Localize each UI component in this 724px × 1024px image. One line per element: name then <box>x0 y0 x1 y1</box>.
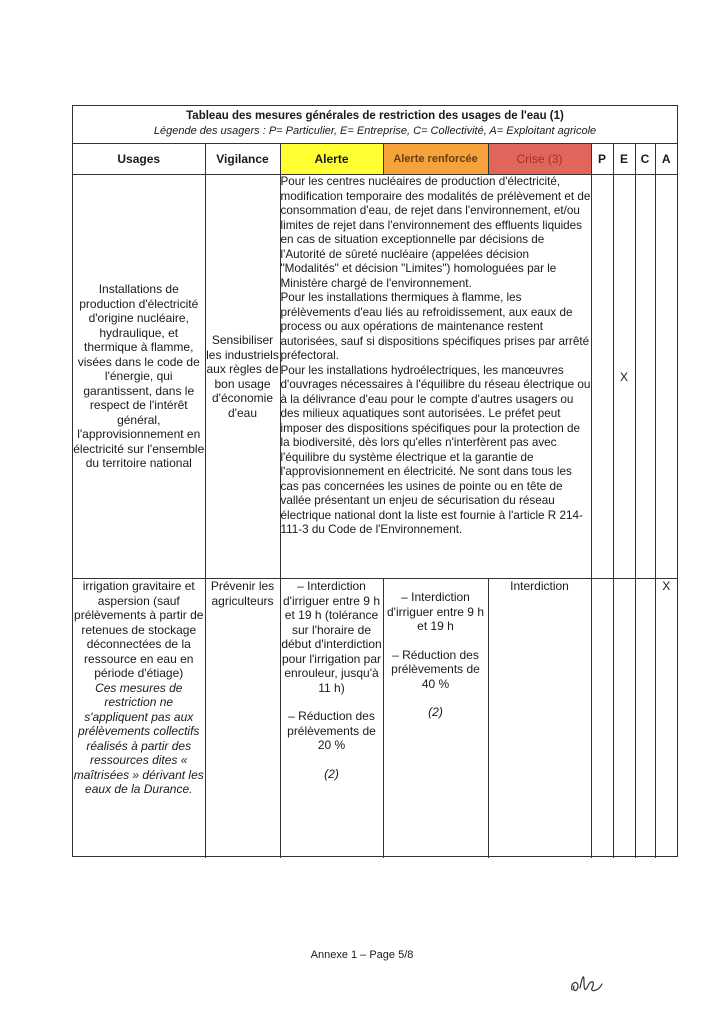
table-legend: Légende des usagers : P= Particulier, E= Entreprise, C= Collectivité, A= Exploitant agricole <box>153 125 597 137</box>
measures-cell-electricity <box>280 175 591 579</box>
renforcee-irrigation-ban: – Interdiction d'irriguer entre 9 h et 19 h <box>386 590 484 633</box>
table-caption <box>73 106 677 144</box>
table-row-irrigation <box>73 579 677 858</box>
mark-p-irrigation <box>591 579 613 858</box>
usage-irrigation-main: irrigation gravitaire et aspersion (sauf prélèvements à partir de retenues de stockage déconnectées de la ressource en eau en période d'étiage) <box>74 579 204 680</box>
vigilance-cell-electricity: Sensibiliser les industriels aux règles de bon usage d'économie d'eau <box>205 175 280 579</box>
header-alerte: Alerte <box>280 144 383 175</box>
mark-e-irrigation <box>613 579 635 858</box>
measure-thermal: Pour les installations thermiques à flamme, les prélèvements d'eau liés au refroidissement, aux eaux de process ou aux opérations de maintenance restent autorisées, sauf si dispositions spécifiques prises par arrêté préfectoral. <box>280 291 590 362</box>
header-a: A <box>655 144 677 175</box>
page-footer: Annexe 1 – Page 5/8 <box>310 949 414 961</box>
header-c: C <box>635 144 655 175</box>
header-e: E <box>613 144 635 175</box>
initials-signature <box>568 968 608 1003</box>
renforcee-irrigation-note-ref: (2) <box>428 705 443 719</box>
mark-p-electricity <box>591 175 613 579</box>
mark-c-electricity <box>635 175 655 579</box>
restriction-table <box>73 144 677 858</box>
table-row-electricity <box>73 175 677 579</box>
mark-e-electricity: X <box>613 175 635 579</box>
usage-irrigation-note: Ces mesures de restriction ne s'appliquent pas aux prélèvements collectifs réalisés à partir des ressources dites « maîtrisées » dérivant les eaux de la Durance. <box>73 680 204 796</box>
restriction-table-frame <box>72 105 678 857</box>
header-crise: Crise (3) <box>488 144 591 175</box>
usage-cell-electricity: Installations de production d'électricité d'origine nucléaire, hydraulique, et thermique à flamme, visées dans le code de l'énergie, qui garantissent, dans le respect de l'intérêt général, l'approvisionnement en électricité sur l'ensemble du territoire national <box>73 175 205 579</box>
table-title: Tableau des mesures générales de restriction des usages de l'eau (1) <box>186 110 564 122</box>
usage-cell-irrigation <box>73 579 205 858</box>
alerte-cell-irrigation <box>280 579 383 858</box>
renforcee-irrigation-reduction: – Réduction des prélèvements de 40 % <box>391 647 480 691</box>
header-p: P <box>591 144 613 175</box>
header-vigilance: Vigilance <box>205 144 280 175</box>
alerte-renforcee-cell-irrigation <box>383 579 488 858</box>
alerte-irrigation-reduction: – Réduction des prélèvements de 20 % <box>287 709 376 752</box>
measure-nuclear: Pour les centres nucléaires de production d'électricité, modification temporaire des modalités de prélèvement et de consommation d'eau, de rejet dans l'environnement, et/ou limites de rejet dans l'environnement des effluents liquides en cas de situation exceptionnelle par décisions de l'Autorité de sûreté nucléaire (appelées décision "Modalités" et décision "Limites") homologuées par le Ministère chargé de l'environnement. <box>280 175 591 290</box>
table-header-row <box>73 144 677 175</box>
mark-c-irrigation <box>635 579 655 858</box>
alerte-irrigation-ban: – Interdiction d'irriguer entre 9 h et 19 h (tolérance sur l'horaire de début d'interdiction pour l'irrigation par enrouleur, jusqu'à 11 h) <box>281 579 382 695</box>
crise-cell-irrigation: Interdiction <box>488 579 591 858</box>
header-usages: Usages <box>73 144 205 175</box>
header-alerte-renforcee: Alerte renforcée <box>383 144 488 175</box>
alerte-irrigation-note-ref: (2) <box>324 766 339 781</box>
mark-a-electricity <box>655 175 677 579</box>
vigilance-cell-irrigation: Prévenir les agriculteurs <box>205 579 280 858</box>
mark-a-irrigation: X <box>655 579 677 858</box>
measure-hydro: Pour les installations hydroélectriques, les manœuvres d'ouvrages nécessaires à l'équilibre du réseau électrique ou à la délivrance d'eau pour le compte d'autres usagers ou des milieux aquatiques sont autorisées. Le préfet peut imposer des dispositions spécifiques pour la protection de la biodiversité, dès lors qu'elles n'interfèrent pas avec l'équilibre du système électrique et la garantie de l'approvisionnement en électricité. Ne sont dans tous les cas pas concernées les usines de pointe ou en tête de vallée présentant un enjeu de sécurisation du réseau électrique national dont la liste est fournie à l'article R 214-111-3 du Code de l'Environnement. <box>280 363 591 536</box>
